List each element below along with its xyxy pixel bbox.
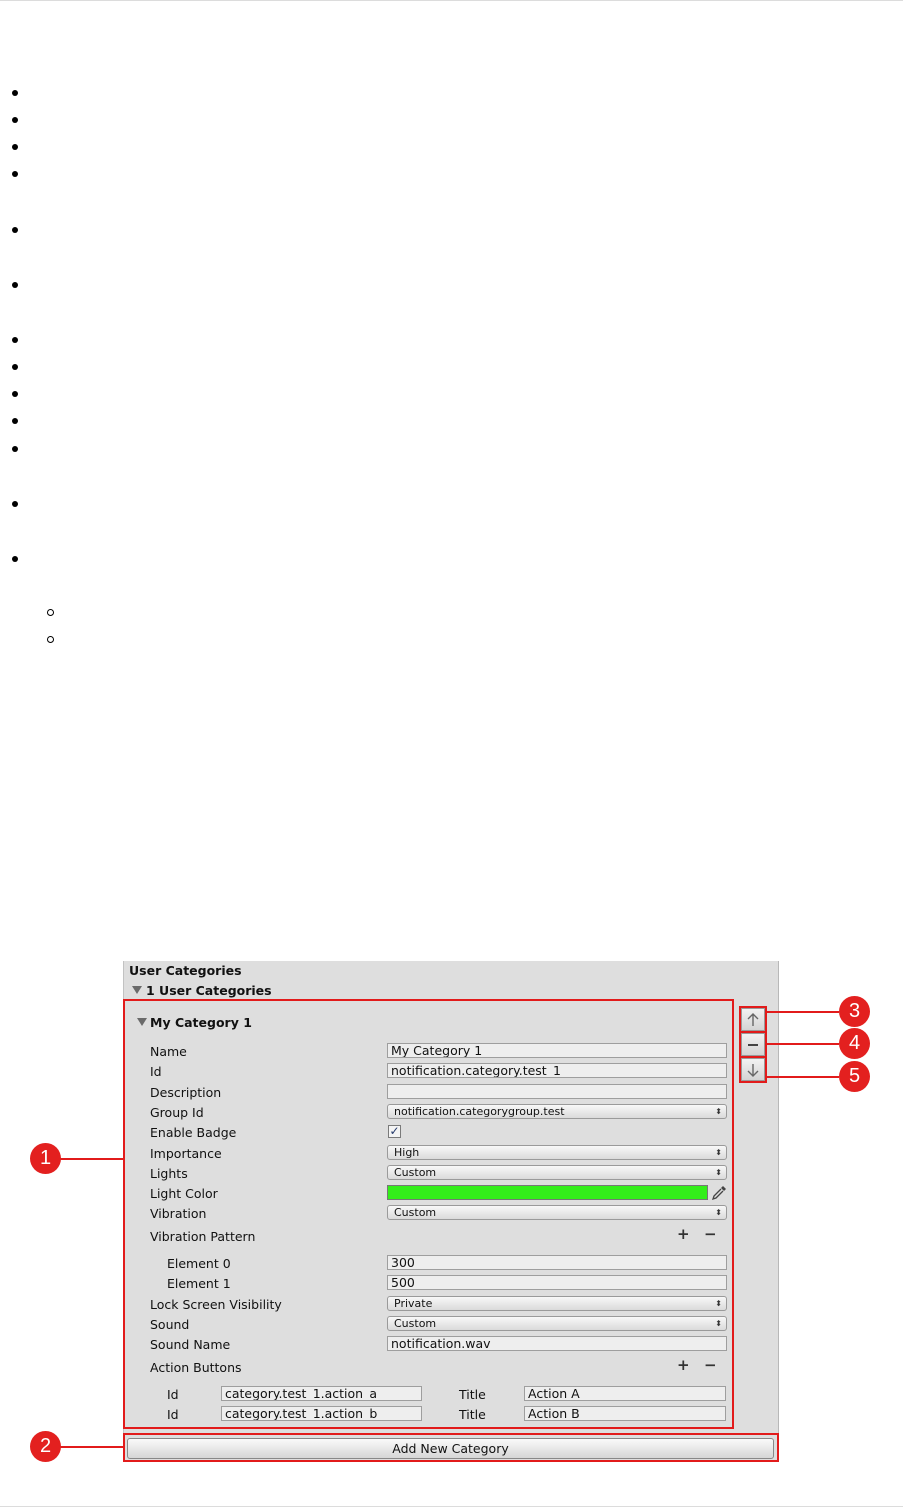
element-0-label: Element 0 — [167, 1256, 231, 1271]
callout-line — [767, 1011, 839, 1013]
list-bullet — [12, 364, 18, 370]
annotation-box-down — [739, 1056, 767, 1083]
action-buttons-label: Action Buttons — [150, 1360, 242, 1375]
list-header[interactable]: 1 User Categories — [146, 983, 272, 998]
description-label: Description — [150, 1085, 222, 1100]
id-label: Id — [150, 1064, 162, 1079]
callout-line — [767, 1076, 839, 1078]
list-bullet — [12, 556, 18, 562]
callout-5: 5 — [839, 1061, 870, 1092]
importance-value: High — [394, 1146, 420, 1159]
callout-1: 1 — [30, 1143, 61, 1174]
callout-3: 3 — [839, 996, 870, 1027]
group-id-label: Group Id — [150, 1105, 204, 1120]
list-bullet — [12, 117, 18, 123]
sound-value: Custom — [394, 1317, 437, 1330]
list-bullet — [12, 144, 18, 150]
action-title-field[interactable]: Action B — [524, 1406, 726, 1421]
annotation-box-category — [123, 999, 734, 1429]
group-id-value: notification.categorygroup.test — [394, 1105, 565, 1118]
vibration-pattern-label: Vibration Pattern — [150, 1229, 256, 1244]
annotation-box-remove — [739, 1031, 767, 1058]
action-id-field[interactable]: category.test_1.action_a — [221, 1386, 422, 1401]
dropdown-arrow-icon: ⬍ — [715, 1148, 722, 1157]
list-bullet — [12, 282, 18, 288]
action-add-icon[interactable]: + — [677, 1356, 690, 1374]
dropdown-arrow-icon: ⬍ — [715, 1299, 722, 1308]
name-label: Name — [150, 1044, 187, 1059]
callout-2: 2 — [30, 1431, 61, 1462]
callout-4: 4 — [839, 1028, 870, 1059]
dropdown-arrow-icon: ⬍ — [715, 1319, 722, 1328]
importance-label: Importance — [150, 1146, 222, 1161]
sound-name-field[interactable]: notification.wav — [387, 1336, 727, 1351]
list-bullet — [12, 171, 18, 177]
lights-value: Custom — [394, 1166, 437, 1179]
action-id-label: Id — [167, 1387, 179, 1402]
list-sub-bullet — [47, 609, 54, 616]
list-bullet — [12, 227, 18, 233]
list-bullet — [12, 391, 18, 397]
bottom-divider — [0, 1506, 903, 1507]
lock-screen-label: Lock Screen Visibility — [150, 1297, 282, 1312]
lights-label: Lights — [150, 1166, 188, 1181]
top-divider — [0, 0, 903, 1]
list-bullet — [12, 90, 18, 96]
list-bullet — [12, 501, 18, 507]
vibration-remove-icon[interactable]: − — [704, 1225, 717, 1243]
sound-label: Sound — [150, 1317, 190, 1332]
callout-line — [60, 1446, 123, 1448]
list-foldout-icon[interactable] — [132, 986, 142, 994]
action-title-label: Title — [459, 1407, 486, 1422]
action-title-label: Title — [459, 1387, 486, 1402]
callout-line — [767, 1043, 839, 1045]
name-field[interactable]: My Category 1 — [387, 1043, 727, 1058]
vibration-add-icon[interactable]: + — [677, 1225, 690, 1243]
action-id-label: Id — [167, 1407, 179, 1422]
annotation-box-add-button — [123, 1433, 779, 1462]
dropdown-arrow-icon: ⬍ — [715, 1107, 722, 1116]
list-sub-bullet — [47, 636, 54, 643]
list-bullet — [12, 337, 18, 343]
light-color-label: Light Color — [150, 1186, 218, 1201]
callout-line — [60, 1158, 123, 1160]
list-bullet — [12, 418, 18, 424]
enable-badge-checkbox[interactable]: ✓ — [389, 1124, 400, 1138]
action-id-field[interactable]: category.test_1.action_b — [221, 1406, 422, 1421]
list-bullet — [12, 446, 18, 452]
sound-name-label: Sound Name — [150, 1337, 231, 1352]
enable-badge-label: Enable Badge — [150, 1125, 237, 1140]
add-new-category-button[interactable]: Add New Category — [127, 1438, 774, 1459]
annotation-box-up — [739, 1006, 767, 1033]
dropdown-arrow-icon: ⬍ — [715, 1208, 722, 1217]
element-1-field[interactable]: 500 — [387, 1275, 727, 1290]
dropdown-arrow-icon: ⬍ — [715, 1168, 722, 1177]
lock-screen-value: Private — [394, 1297, 433, 1310]
vibration-value: Custom — [394, 1206, 437, 1219]
vibration-label: Vibration — [150, 1206, 207, 1221]
element-1-label: Element 1 — [167, 1276, 231, 1291]
section-title: User Categories — [129, 963, 242, 978]
element-0-field[interactable]: 300 — [387, 1255, 727, 1270]
category-title[interactable]: My Category 1 — [150, 1015, 252, 1030]
action-title-field[interactable]: Action A — [524, 1386, 726, 1401]
id-field[interactable]: notification.category.test_1 — [387, 1063, 727, 1078]
action-remove-icon[interactable]: − — [704, 1356, 717, 1374]
